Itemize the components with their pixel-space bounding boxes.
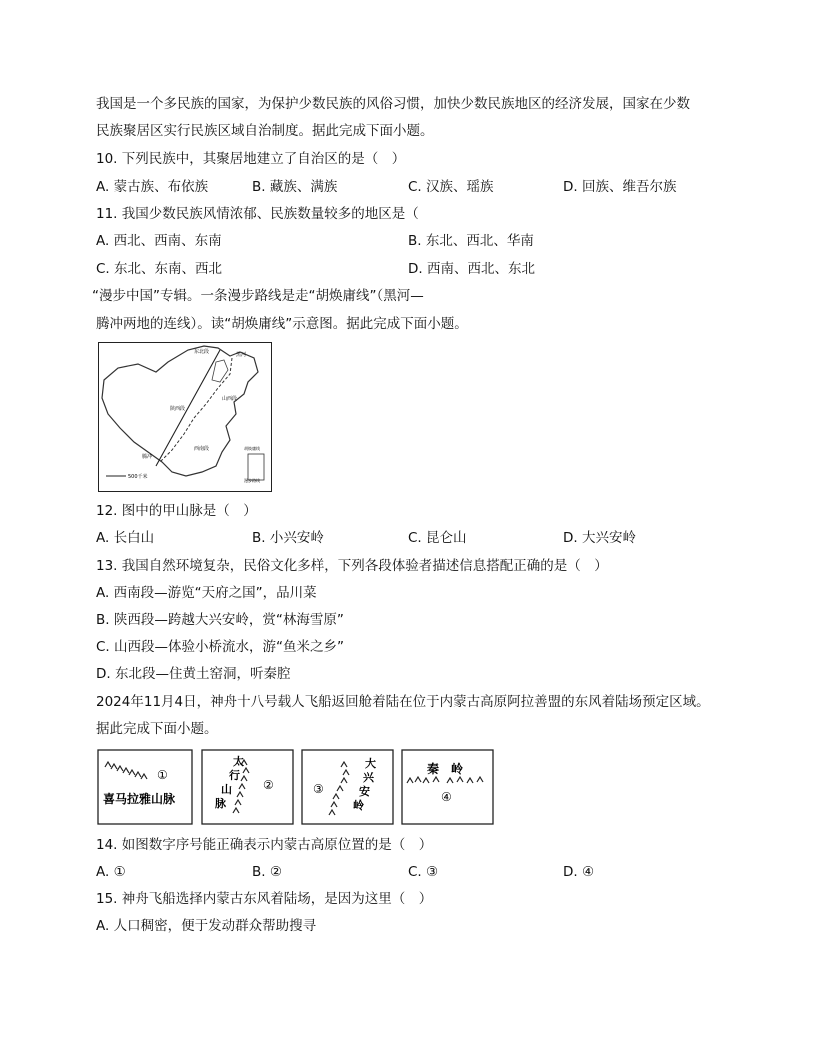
question-14-option-c: C. ③ <box>408 864 439 880</box>
intro-paragraph-line-1: 我国是一个多民族的国家，为保护少数民族的风俗习惯，加快少数民族地区的经济发展，国家在少数 <box>96 96 690 112</box>
label-dongbei-duan: 东北段 <box>194 349 210 355</box>
question-13-option-c: C. 山西段—体验小桥流水，游“鱼米之乡” <box>96 639 344 655</box>
question-14-option-b: B. ② <box>252 864 282 880</box>
label-tengchong: 腾冲 <box>142 454 153 460</box>
svg-text:兴: 兴 <box>363 771 374 784</box>
label-shanxi-duan: 山西段 <box>222 396 238 402</box>
question-14-stem: 14. 如图数字序号能正确表示内蒙古高原位置的是（ ） <box>96 837 433 853</box>
svg-text:太: 太 <box>233 755 244 768</box>
legend-hu-line: 胡焕庸线 <box>244 446 260 451</box>
question-10-stem: 10. 下列民族中，其聚居地建立了自治区的是（ ） <box>96 151 406 167</box>
question-12-option-b: B. 小兴安岭 <box>252 530 324 546</box>
intro3-line-1: 2024年11月4日，神舟十八号载人飞船返回舱着陆在位于内蒙古高原阿拉善盟的东风着陆场预定区域。 <box>96 694 710 710</box>
question-11-option-b: B. 东北、西北、华南 <box>408 233 534 249</box>
question-12-option-a: A. 长白山 <box>96 530 155 546</box>
intro-paragraph-line-2: 民族聚居区实行民族区域自治制度。据此完成下面小题。 <box>96 123 434 139</box>
svg-text:脉: 脉 <box>215 797 226 810</box>
mountain-panel-1 <box>97 749 193 825</box>
question-10-option-d: D. 回族、维吾尔族 <box>563 179 677 195</box>
question-11-option-a: A. 西北、西南、东南 <box>96 233 222 249</box>
panel-1-number: ① <box>157 768 168 782</box>
label-heihe: 黑河 <box>236 352 247 358</box>
question-10-option-b: B. 藏族、满族 <box>252 179 338 195</box>
question-13-option-d: D. 东北段—住黄土窑洞，听秦腔 <box>96 666 291 682</box>
question-12-option-c: C. 昆仑山 <box>408 530 467 546</box>
intro3-line-2: 据此完成下面小题。 <box>96 721 218 737</box>
panel-2-number: ② <box>263 778 274 792</box>
mountain-panel-4 <box>401 749 494 825</box>
question-12-option-d: D. 大兴安岭 <box>563 530 636 546</box>
question-11-option-c: C. 东北、东南、西北 <box>96 261 223 277</box>
question-14-option-d: D. ④ <box>563 864 595 880</box>
panel-4-label: 秦 岭 <box>427 762 464 776</box>
panel-1-label: 喜马拉雅山脉 <box>103 792 176 806</box>
legend-route: 漫步路线 <box>244 478 260 483</box>
question-13-stem: 13. 我国自然环境复杂，民俗文化多样，下列各段体验者描述信息搭配正确的是（ ） <box>96 558 608 574</box>
question-15-stem: 15. 神舟飞船选择内蒙古东风着陆场，是因为这里（ ） <box>96 891 433 907</box>
question-11-stem: 11. 我国少数民族风情浓郁、民族数量较多的地区是（ <box>96 206 419 222</box>
question-11-option-d: D. 西南、西北、东北 <box>408 261 535 277</box>
svg-text:安: 安 <box>359 785 370 798</box>
svg-text:大: 大 <box>365 757 376 770</box>
svg-text:行: 行 <box>229 769 240 782</box>
panel-3-number: ③ <box>313 782 324 796</box>
panel-4-number: ④ <box>441 790 452 804</box>
question-13-option-b: B. 陕西段—跨越大兴安岭，赏“林海雪原” <box>96 612 344 628</box>
question-14-option-a: A. ① <box>96 864 126 880</box>
question-15-option-a: A. 人口稠密，便于发动群众帮助搜寻 <box>96 918 317 934</box>
intro2-line-2: 腾冲两地的连线）。读“胡焕庸线”示意图。据此完成下面小题。 <box>96 316 468 332</box>
question-10-option-c: C. 汉族、瑶族 <box>408 179 494 195</box>
mountain-panel-3 <box>301 749 394 825</box>
question-13-option-a: A. 西南段—游览“天府之国”，品川菜 <box>96 585 317 601</box>
label-shaanxi-duan: 陕西段 <box>170 406 186 412</box>
mountain-panel-2 <box>201 749 294 825</box>
question-12-stem: 12. 图中的甲山脉是（ ） <box>96 503 257 519</box>
question-10-option-a: A. 蒙古族、布依族 <box>96 179 209 195</box>
svg-text:岭: 岭 <box>353 799 364 812</box>
scale-label: 500千米 <box>128 474 148 480</box>
intro2-line-1: “漫步中国”专辑。一条漫步路线是走“胡焕庸线”（黑河— <box>92 288 424 304</box>
hu-line-map-figure <box>98 342 272 492</box>
label-xinan-duan: 西南段 <box>194 446 210 452</box>
china-map-graphic <box>98 342 272 492</box>
svg-text:山: 山 <box>221 783 232 796</box>
